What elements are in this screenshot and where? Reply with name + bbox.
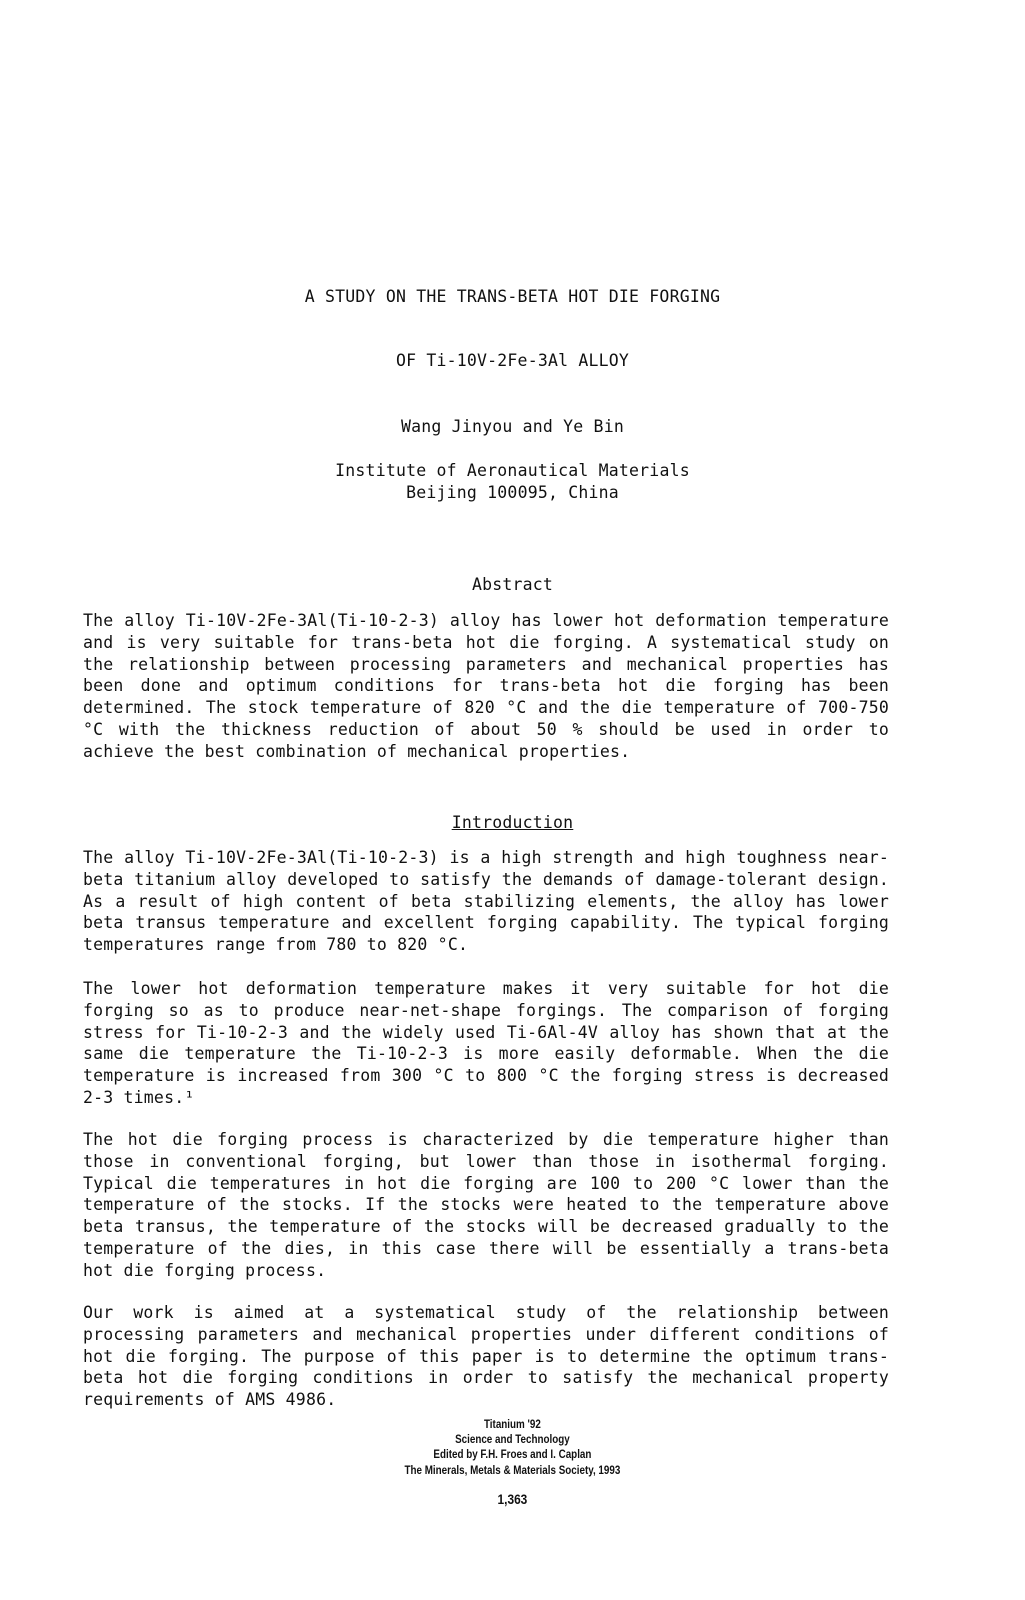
introduction-paragraph-1: The alloy Ti-10V-2Fe-3Al(Ti-10-2-3) is a high strength and high toughness near-beta titanium alloy developed to satisfy the demands of damage-tolerant design. As a result of high content of beta stabilizing elements, the alloy has lower beta transus temperature and excellent forging capability. The typical forging temperatures range from 780 to 820 °C. <box>83 848 889 955</box>
footer-proceedings-subtitle: Science and Technology <box>455 1432 570 1446</box>
abstract-paragraph: The alloy Ti-10V-2Fe-3Al(Ti-10-2-3) alloy has lower hot deformation temperature and is very suitable for trans-beta hot die forging. A systematical study on the relationship between processing parameters and mechanical properties has been done and optimum conditions for trans-beta hot die forging has been determined. The stock temperature of 820 °C and the die temperature of 700-750 °C with the thickness reduction of about 50 % should be used in order to achieve the best combination of mechanical properties. <box>83 611 889 761</box>
footer-editors: Edited by F.H. Froes and I. Caplan <box>433 1447 592 1461</box>
introduction-paragraph-3: The hot die forging process is characterized by die temperature higher than those in conventional forging, but lower than those in isothermal forging. Typical die temperatures in hot die forging are 100 to 200 °C lower than the temperature of the stocks. If the stocks were heated to the temperature above beta transus, the temperature of the stocks will be decreased gradually to the temperature of the dies, in this case there will be essentially a trans-beta hot die forging process. <box>83 1130 889 1280</box>
introduction-paragraph-4: Our work is aimed at a systematical study of the relationship between processing parameters and mechanical properties under different conditions of hot die forging. The purpose of this paper is to determine the optimum trans-beta hot die forging conditions in order to satisfy the mechanical property requirements of AMS 4986. <box>83 1303 889 1410</box>
authors: Wang Jinyou and Ye Bin <box>401 417 624 436</box>
abstract-heading: Abstract <box>471 575 554 594</box>
paper-title-line-2: OF Ti-10V-2Fe-3Al ALLOY <box>395 351 630 370</box>
page-number: 1,363 <box>497 1491 528 1507</box>
footer-proceedings-title: Titanium '92 <box>483 1417 541 1431</box>
paper-title-line-1: A STUDY ON THE TRANS-BETA HOT DIE FORGING <box>304 287 721 306</box>
affiliation-line-2: Beijing 100095, China <box>406 483 619 502</box>
introduction-paragraph-2: The lower hot deformation temperature makes it very suitable for hot die forging so as to produce near-net-shape forgings. The comparison of forging stress for Ti-10-2-3 and the widely used Ti-6Al-4V alloy has shown that at the same die temperature the Ti-10-2-3 is more easily deformable. When the die temperature is increased from 300 °C to 800 °C the forging stress is decreased 2-3 times.¹ <box>83 979 889 1107</box>
introduction-heading: Introduction <box>451 813 574 832</box>
footer-publisher: The Minerals, Metals & Materials Society, 1993 <box>404 1463 621 1477</box>
affiliation-line-1: Institute of Aeronautical Materials <box>335 461 690 480</box>
